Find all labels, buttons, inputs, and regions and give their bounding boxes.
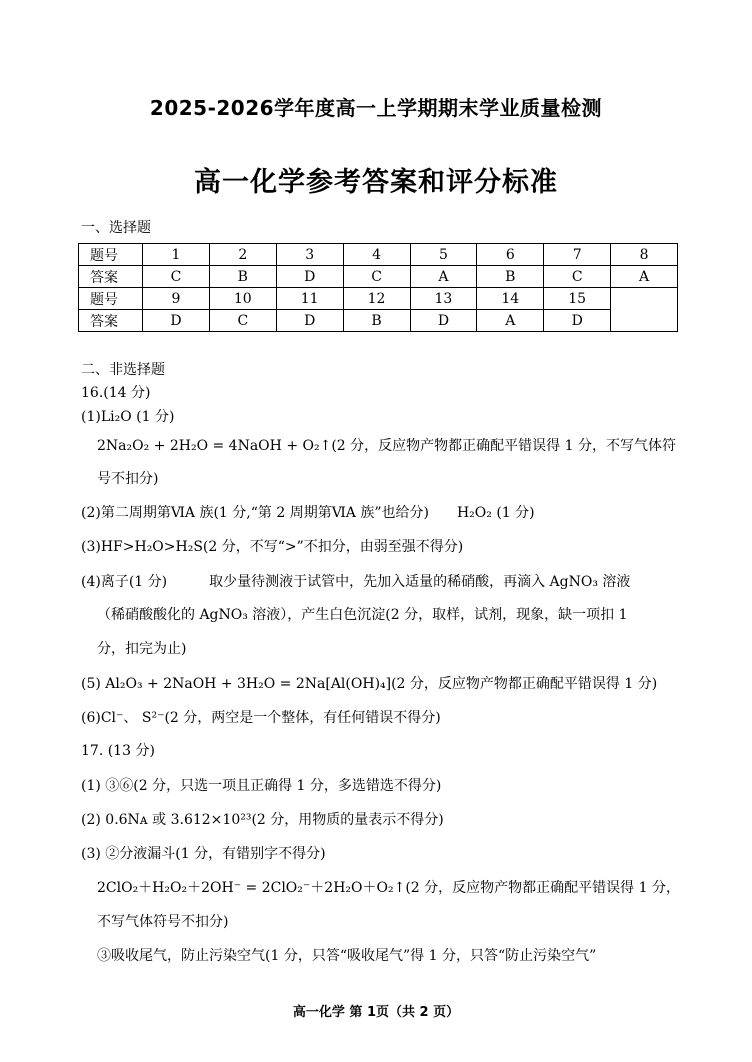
page-footer: 高一化学 第 1页（共 2 页） [292, 1005, 460, 1020]
section-heading-nonchoice: 二、非选择题 [81, 362, 165, 378]
section-heading-choice: 一、选择题 [81, 220, 151, 236]
table-cell: B [477, 266, 544, 288]
answer-line: （稀硝酸酸化的 AgNO₃ 溶液），产生白色沉淀(2 分，取样，试剂，现象，缺一项扣 1 [97, 607, 628, 623]
answer-line: (2) 0.6Nᴀ 或 3.612×10²³(2 分，用物质的量表示不得分) [81, 812, 444, 828]
answer-line: (1) ③⑥(2 分，只选一项且正确得 1 分，多选错选不得分) [81, 778, 442, 794]
table-cell: D [544, 310, 611, 332]
table-cell: 5 [410, 244, 477, 266]
answer-table [78, 243, 678, 332]
answer-line: 2ClO₂＋H₂O₂＋2OH⁻ = 2ClO₂⁻＋2H₂O＋O₂↑(2 分，反应物产物都正确配平错误得 1 分， [97, 880, 680, 896]
page-subtitle: 高一化学参考答案和评分标准 [194, 167, 558, 198]
page-title: 2025-2026学年度高一上学期期末学业质量检测 [149, 96, 603, 120]
answer-line: 分，扣完为止) [97, 641, 187, 657]
table-cell: A [611, 266, 678, 288]
question-heading: 16.(14 分) [81, 385, 151, 401]
table-cell: 15 [544, 288, 611, 310]
answer-line: 不写气体符号不扣分) [97, 914, 229, 930]
answer-line: 号不扣分) [97, 471, 159, 487]
answer-line: (5) Al₂O₃ + 2NaOH + 3H₂O = 2Na[Al(OH)₄](2 分，反应物产物都正确配平错误得 1 分) [81, 676, 658, 692]
table-cell: C [209, 310, 276, 332]
question-heading: 17. (13 分) [81, 743, 155, 759]
table-cell: 11 [276, 288, 343, 310]
table-cell: 4 [343, 244, 410, 266]
table-cell: C [343, 266, 410, 288]
table-row [79, 266, 678, 288]
table-cell: 9 [143, 288, 210, 310]
table-cell: D [143, 310, 210, 332]
table-cell: 14 [477, 288, 544, 310]
table-cell: 7 [544, 244, 611, 266]
table-cell: D [410, 310, 477, 332]
table-cell: 答案 [79, 310, 143, 332]
table-cell: D [276, 310, 343, 332]
table-cell: C [143, 266, 210, 288]
table-row [79, 244, 678, 266]
answer-line: ③吸收尾气，防止污染空气(1 分，只答“吸收尾气”得 1 分，只答“防止污染空气” [97, 948, 597, 964]
table-cell: 1 [143, 244, 210, 266]
answer-line: (3)HF>H₂O>H₂S(2 分，不写“>”不扣分，由弱至强不得分) [81, 539, 464, 555]
table-cell: B [343, 310, 410, 332]
table-row [79, 288, 678, 310]
table-cell: 2 [209, 244, 276, 266]
table-cell: 3 [276, 244, 343, 266]
table-cell: A [477, 310, 544, 332]
table-cell: 12 [343, 288, 410, 310]
table-cell: 题号 [79, 244, 143, 266]
answer-line: (4)离子(1 分) 取少量待测液于试管中，先加入适量的稀硝酸，再滴入 AgNO₃ 溶液 [81, 574, 631, 590]
answer-line: 2Na₂O₂ + 2H₂O = 4NaOH + O₂↑(2 分，反应物产物都正确配平错误得 1 分，不写气体符 [97, 438, 676, 454]
table-cell: 13 [410, 288, 477, 310]
table-cell: C [544, 266, 611, 288]
table-cell: 题号 [79, 288, 143, 310]
table-cell: D [276, 266, 343, 288]
table-cell: A [410, 266, 477, 288]
table-cell: 10 [209, 288, 276, 310]
answer-line: (1)Li₂O (1 分) [81, 409, 175, 425]
table-cell: B [209, 266, 276, 288]
answer-line: (6)Cl⁻、 S²⁻(2 分，两空是一个整体，有任何错误不得分) [81, 710, 441, 726]
table-row [79, 310, 678, 332]
table-cell: 答案 [79, 266, 143, 288]
table-cell-empty [611, 288, 678, 332]
table-cell: 6 [477, 244, 544, 266]
table-cell: 8 [611, 244, 678, 266]
answer-line: (2)第二周期第ⅥA 族(1 分,“第 2 周期第ⅥA 族”也给分) H₂O₂ (1 分) [81, 505, 535, 521]
answer-line: (3) ②分液漏斗(1 分，有错别字不得分) [81, 846, 326, 862]
